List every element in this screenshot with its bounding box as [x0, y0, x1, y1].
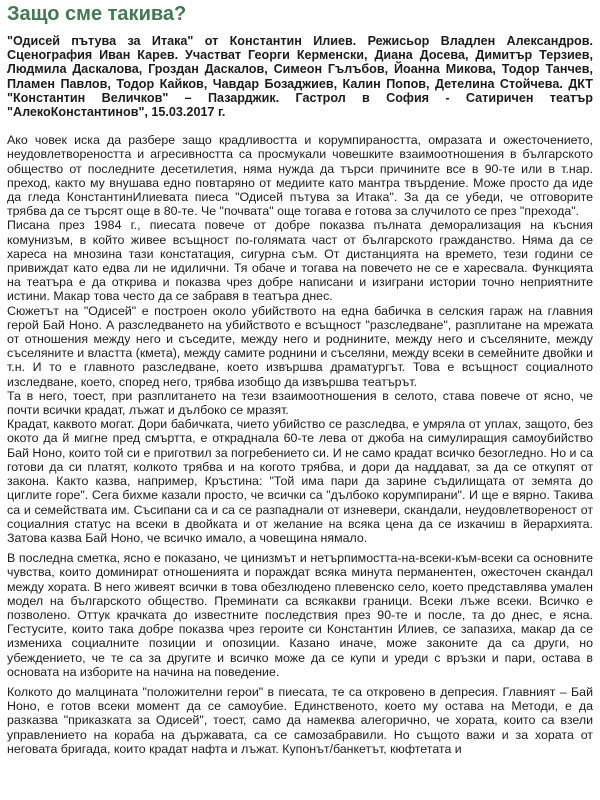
article-body — [7, 133, 593, 756]
paragraph-unraveling: Та в него, тоест, при разплитането на тези взаимоотношения в селото, става повече от ясно, че почти всички крадат, лъжат и дълбоко се мразят. — [7, 388, 593, 418]
paragraph-intro: Ако човек иска да разбере защо крадливостта и корумпираността, омразата и ожесточението, неудовлетвореността и агресивността са просмукали човешките взаимоотношения в българското общество от последните десетилетия, няма нужда да търси причините все в 90-те или в т.нар. преход, както му внушава едно повтаряно от медиите като мантра твърдение. Може просто да иде да гледа КонстантинИлиевата пиеса "Одисей пътува за Итака". За да се убеди, че отговорите трябва да се търсят още в 80-те. Че "почвата" още тогава е готова за случилото се през "прехода". — [7, 133, 593, 219]
credits-paragraph: "Одисей пътува за Итака" от Константин Илиев. Режисьор Владлен Александров. Сценография Иван Карев. Участват Георги Керменски, Диана Досева, Димитър Терзиев, Людмила Даскалова, Гроздан Даскалов, Симеон Гълъбов, Йоанна Микова, Тодор Танчев, Пламен Павлов, Тодор Кайков, Чавдар Бозаджиев, Калин Попов, Детелина Стойчева. ДКТ "Константин Величков" – Пазарджик. Гастрол в София - Сатиричен театър "АлекоКонстантинов", 15.03.2017 г. — [7, 34, 593, 120]
paragraph-stealing: Крадат, каквото могат. Дори бабичката, чието убийство се разследва, е умряла от уплах, защото, без окото да й мигне пред смъртта, е откраднала 60-те лева от джоба на симулиращия самоубийство Бай Ноно, които той си е приготвил за погребението си. И не само крадат всичко безогледно. Но и са готови да си платят, колкото трябва и на когото трябва, и дори да наддават, за да се откупят от закона. Както казва, например, Кръстина: "Той има пари да зарине съдилищата от земята до циглите горе". Сега бихме казали просто, че всички са "дълбоко корумпирани". И ще е вярно. Такива са и семействата им. Съсипани са и са се разпаднали от изневери, скандали, неудовлетвореност от социалния статус на всеки в двойката и от желание на всяка цена да се изкачиш в йерархията. Затова казва Бай Ноно, че всичко имало, а човещина нямало. — [7, 417, 593, 545]
paragraph-plot: Сюжетът на "Одисей" е построен около убийството на една бабичка в селския гараж на главния герой Бай Ноно. А разследването на убийството е всъщност "разследване", разплитане на мрежата от отношения между него и съседите, между него и роднините, между него и съселяните, между съселяните и властта (кмета), между самите роднини и съселяни, между всеки в семейните двойки и т.н. И то е главното разследване, което извършва драматургът. Това е всъщност социалното изследване, което, според него, трябва изобщо да извършва театърът. — [7, 303, 593, 389]
page-title: Защо сме такива? — [7, 3, 187, 25]
paragraph-positive-heroes: Колкото до малцината "положителни герои" в пиесата, те са откровено в депресия. Главният – Бай Ноно, е готов всеки момент да се самоубие. Единственото, което му остава на Методи, е да разказва "приказката за Одисей", тоест, само да намеква алегорично, че хората, които са взели управлението на кораба на държавата, са се самозабравили. Но същото важи и за хората от неговата бригада, които крадат нафта и лъжат. Купонът/банкетът, кюфтетата и — [7, 684, 593, 756]
paragraph-written-1984: Писана през 1984 г., пиесата повече от добре показва пълната деморализация на късния комунизъм, в който живее всъщност по-голямата част от българското гражданство. Няма да се хареса на мнозина тази констатация, сигурна съм. От дистанцията на времето, тези години се привиждат като едва ли не идилични. Тя обаче и тогава на повечето не се е харесвала. Функцията на театъра е да открива и показва чрез добре написани и изиграни истории точно неприятните истини. Макар това често да се забравя в театъра днес. — [7, 218, 593, 304]
paragraph-bottom-line: В последна сметка, ясно е показано, че цинизмът и нетърпимостта-на-всеки-към-всеки са основните чувства, които доминират отношенията и пораждат всяка минута перманентен, ожесточен скандал между хората. В него живеят всички в това обезлюдено плевенско село, което представлява умален модел на българското общество. Преминати са всякакви граници. Всеки лъже всеки. Всичко е позволено. Оттук крачката до известните последствия през 90-те и после, та до днес, е ясна. Гестусите, които така добре показва чрез героите си Константин Илиев, се запазиха, макар да се измениха социалните позиции и опозиции. Казано иначе, може законите да са други, но убеждението, че те са за другите и всичко може да се купи и уреди с връзки и пари, остава в основата на изборите на начина на поведение. — [7, 551, 593, 679]
